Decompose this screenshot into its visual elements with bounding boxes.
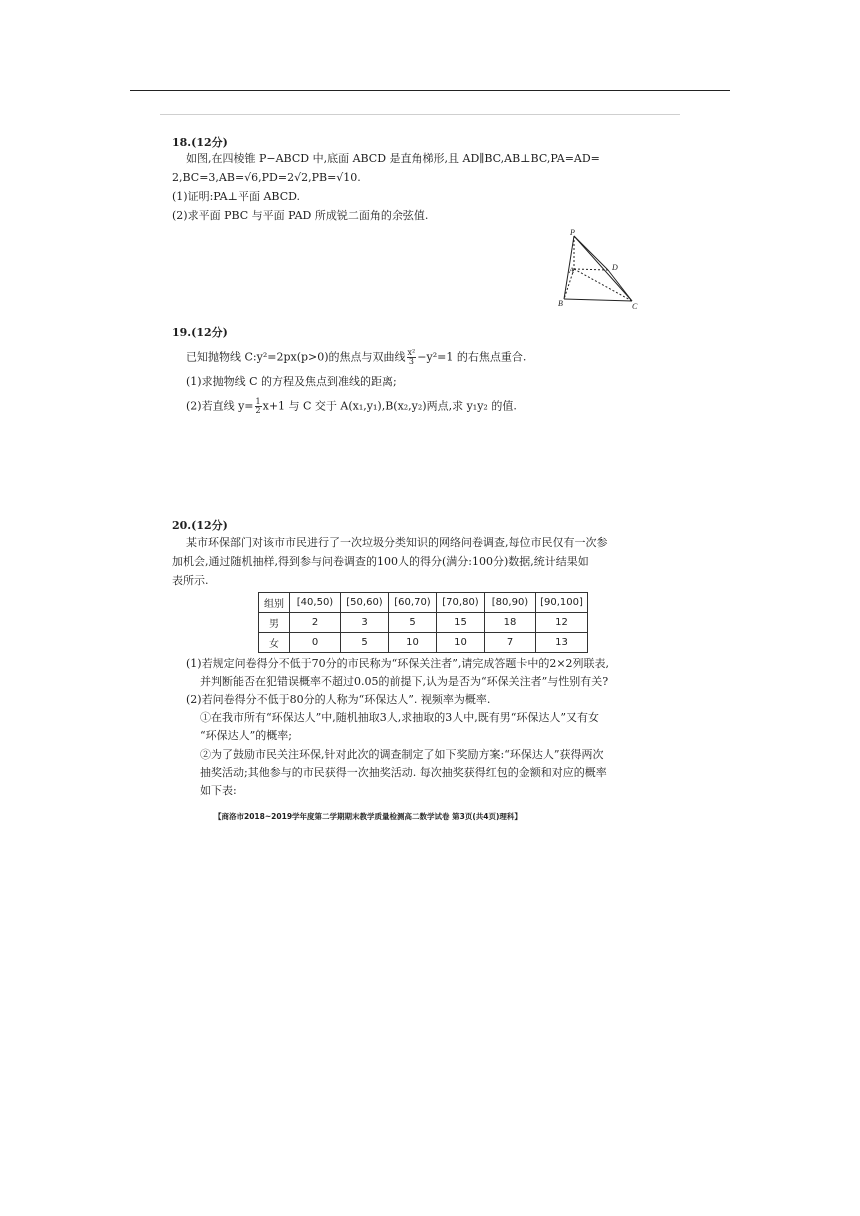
top-rule	[130, 90, 730, 91]
q19-frac-den: 3	[408, 357, 414, 366]
table-header-cell: [80,90)	[485, 593, 536, 613]
score-table	[258, 592, 588, 653]
q19-stem-fraction	[407, 349, 417, 366]
q18-heading: 18.(12分)	[172, 136, 228, 149]
edge-BC	[564, 299, 632, 301]
q20-part2b-line1: ②为了鼓励市民关注环保,针对此次的调查制定了如下奖励方案:“环保达人”获得两次	[200, 748, 604, 761]
q19-stem-b: −y²=1 的右焦点重合.	[417, 350, 527, 364]
table-cell: 7	[485, 633, 536, 653]
q19-frac-num: x²	[407, 348, 416, 357]
table-header-cell: [50,60)	[341, 593, 389, 613]
q20-stem-line1: 某市环保部门对该市市民进行了一次垃圾分类知识的网络问卷调查,每位市民仅有一次参	[186, 536, 608, 549]
q19-part1: (1)求抛物线 C 的方程及焦点到准线的距离;	[186, 375, 397, 388]
q19-part2-b: x+1 与 C 交于 A(x₁,y₁),B(x₂,y₂)两点,求 y₁y₂ 的值.	[262, 399, 517, 413]
table-header-cell: 组别	[259, 593, 290, 613]
table-cell: 女	[259, 633, 290, 653]
table-cell: 10	[437, 633, 485, 653]
label-D: D	[612, 263, 618, 272]
q20-part2a-line2: “环保达人”的概率;	[200, 729, 292, 742]
q19-part2	[186, 398, 517, 415]
q19-part2-a: (2)若直线 y=	[186, 399, 254, 413]
q19-part2-frac-num: 1	[255, 397, 261, 406]
header-divider	[160, 114, 680, 115]
table-cell: 12	[536, 613, 588, 633]
q19-part2-fraction	[255, 398, 262, 415]
edge-PC	[574, 236, 632, 301]
edge-DC	[608, 270, 632, 301]
page-footer: 【商洛市2018~2019学年度第二学期期末教学质量检测高二数学试卷 第3页(共4页)理科】	[214, 812, 522, 821]
q18-part2: (2)求平面 PBC 与平面 PAD 所成锐二面角的余弦值.	[172, 209, 429, 222]
q18-part1: (1)证明:PA⊥平面 ABCD.	[172, 190, 301, 203]
q20-part2b-line2: 抽奖活动;其他参与的市民获得一次抽奖活动. 每次抽奖获得红包的金额和对应的概率	[200, 766, 607, 779]
table-header-row	[259, 593, 588, 613]
table-cell: 5	[389, 613, 437, 633]
label-C: C	[632, 302, 638, 311]
table-cell: 2	[290, 613, 341, 633]
q18-stem-line2: 2,BC=3,AB=√6,PD=2√2,PB=√10.	[172, 171, 361, 184]
q19-stem	[186, 349, 526, 366]
table-cell: 男	[259, 613, 290, 633]
table-header-cell: [40,50)	[290, 593, 341, 613]
q20-part2-line1: (2)若问卷得分不低于80分的人称为“环保达人”. 视频率为概率.	[186, 693, 491, 706]
q20-part2a-line1: ①在我市所有“环保达人”中,随机抽取3人,求抽取的3人中,既有男“环保达人”又有女	[200, 711, 599, 724]
table-cell: 10	[389, 633, 437, 653]
table-header-cell: [60,70)	[389, 593, 437, 613]
table-cell: 15	[437, 613, 485, 633]
label-P: P	[570, 228, 575, 237]
table-cell: 5	[341, 633, 389, 653]
table-header-cell: [90,100]	[536, 593, 588, 613]
q19-stem-a: 已知抛物线 C:y²=2px(p>0)的焦点与双曲线	[186, 350, 406, 364]
q20-stem-line3: 表所示.	[172, 574, 209, 587]
table-row	[259, 633, 588, 653]
table-cell: 3	[341, 613, 389, 633]
label-B: B	[558, 299, 563, 308]
table-cell: 0	[290, 633, 341, 653]
edge-PD	[574, 236, 608, 270]
table-header-cell: [70,80)	[437, 593, 485, 613]
q20-stem-line2: 加机会,通过随机抽样,得到参与问卷调查的100人的得分(满分:100分)数据,统计结果如	[172, 555, 589, 568]
edge-AC	[574, 269, 632, 301]
q20-part1-line2: 并判断能否在犯错误概率不超过0.05的前提下,认为是否为“环保关注者”与性别有关?	[200, 675, 609, 688]
q19-part2-frac-den: 2	[255, 406, 261, 415]
table-cell: 18	[485, 613, 536, 633]
q20-part2b-line3: 如下表:	[200, 784, 237, 797]
table-cell: 13	[536, 633, 588, 653]
q20-heading: 20.(12分)	[172, 519, 228, 532]
table-row	[259, 613, 588, 633]
edge-AD	[574, 269, 608, 270]
q20-part1-line1: (1)若规定问卷得分不低于70分的市民称为“环保关注者”,请完成答题卡中的2×2列联表,	[186, 657, 610, 670]
q18-stem-line1: 如图,在四棱锥 P−ABCD 中,底面 ABCD 是直角梯形,且 AD∥BC,AB⊥BC,PA=AD=	[186, 152, 600, 165]
q19-heading: 19.(12分)	[172, 326, 228, 339]
pyramid-figure	[552, 228, 652, 312]
label-A: A	[569, 266, 574, 275]
